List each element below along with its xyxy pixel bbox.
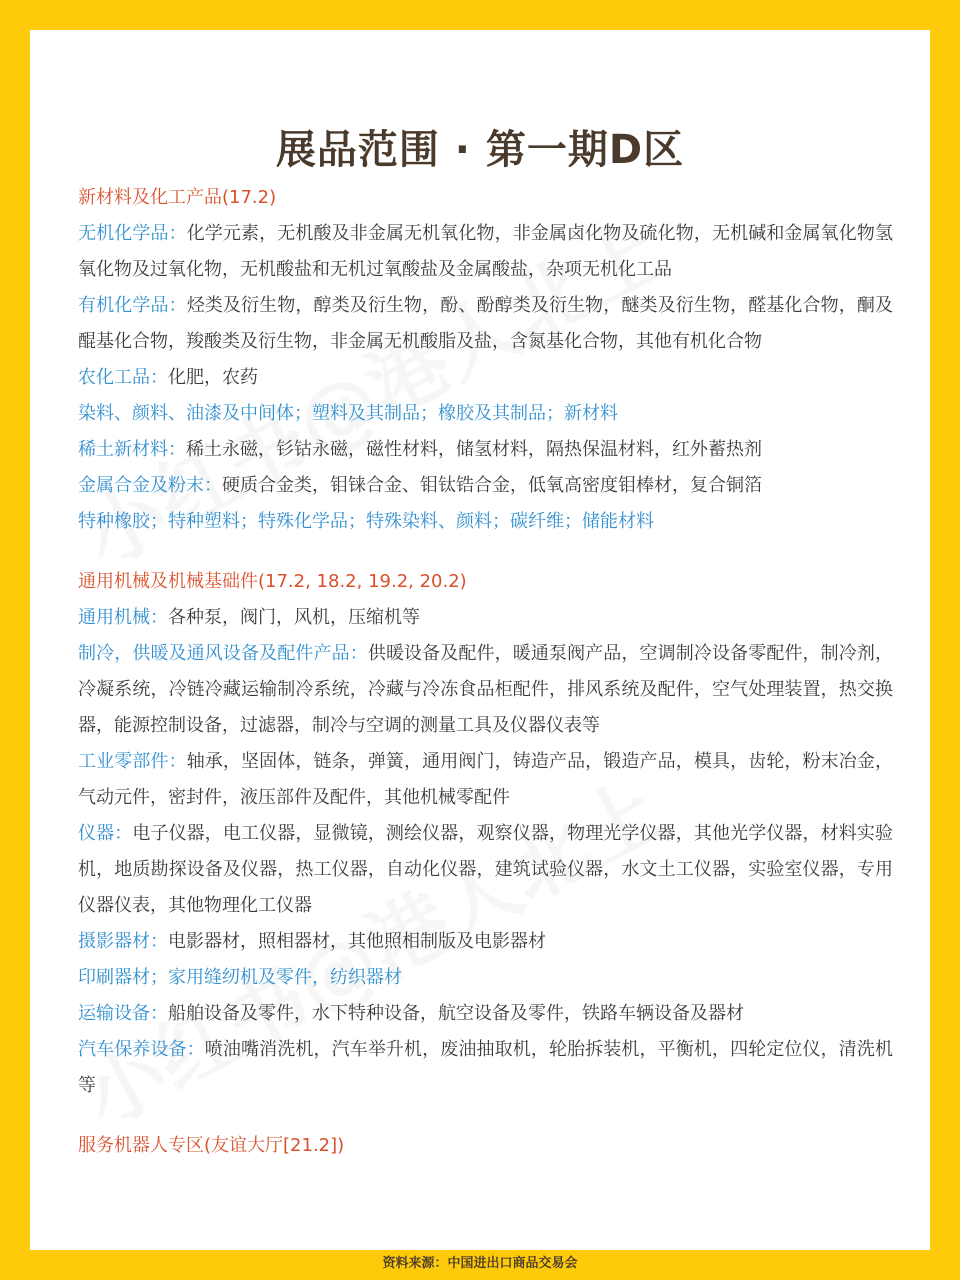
section-heading: 通用机械及机械基础件(17.2, 18.2, 19.2, 20.2) [78,571,467,592]
item-text: 电子仪器，电工仪器，显微镜，测绘仪器，观察仪器，物理光学仪器，其他光学仪器，材料实验机，地质勘探设备及仪器，热工仪器，自动化仪器，建筑试验仪器，水文土工仪器，实验室仪器，专用仪器仪表，其他物理化工仪器 [78,823,893,916]
item-label: 印刷器材；家用缝纫机及零件，纺织器材 [78,967,402,988]
section-service-robots [78,1128,893,1164]
item-label: 染料、颜料、油漆及中间体；塑料及其制品；橡胶及其制品；新材料 [78,403,618,424]
item-label: 特种橡胶；特种塑料；特殊化学品；特殊染料、颜料；碳纤维；储能材料 [78,511,654,532]
list-item [78,744,893,816]
page-title: 展品范围 · 第一期D区 [275,127,685,173]
item-text: 稀土永磁，钐钴永磁，磁性材料，储氢材料，隔热保温材料，红外蓄热剂 [186,439,762,460]
item-text: 各种泵，阀门，风机，压缩机等 [168,607,420,628]
content [78,180,893,1164]
item-label: 金属合金及粉末： [78,475,222,496]
item-label: 汽车保养设备： [78,1039,205,1060]
list-item [78,636,893,744]
item-label: 运输设备： [78,1003,168,1024]
list-item [78,960,893,996]
list-item [78,216,893,288]
item-label: 农化工品： [78,367,168,388]
item-text: 船舶设备及零件，水下特种设备，航空设备及零件，铁路车辆设备及器材 [168,1003,744,1024]
item-text: 轴承，坚固体，链条，弹簧，通用阀门，铸造产品，锻造产品，模具，齿轮，粉末冶金，气动元件，密封件，液压部件及配件，其他机械零配件 [78,751,894,808]
item-label: 无机化学品： [78,223,187,244]
list-item [78,504,893,540]
item-text: 烃类及衍生物，醇类及衍生物，酚、酚醇类及衍生物，醚类及衍生物，醛基化合物，酮及醌基化合物，羧酸类及衍生物，非金属无机酸脂及盐，含氮基化合物，其他有机化合物 [78,295,894,352]
content-card [30,30,930,1250]
item-label: 稀土新材料： [78,439,186,460]
item-label: 工业零部件： [78,751,187,772]
item-label: 制冷，供暖及通风设备及配件产品： [78,643,368,664]
list-item [78,600,893,636]
item-label: 有机化学品： [78,295,187,316]
item-label: 通用机械： [78,607,168,628]
list-item [78,468,893,504]
item-text: 供暖设备及配件，暖通泵阀产品，空调制冷设备零配件，制冷剂，冷凝系统，冷链冷藏运输制冷系统，冷藏与冷冻食品柜配件，排风系统及配件，空气处理装置，热交换器，能源控制设备，过滤器，制冷与空调的测量工具及仪器仪表等 [78,643,894,736]
section-general-machinery [78,564,893,1104]
section-heading: 服务机器人专区(友谊大厅[21.2]) [78,1135,345,1156]
item-text: 化肥，农药 [168,367,258,388]
item-label: 摄影器材： [78,931,168,952]
item-text: 硬质合金类，钼铼合金、钼钛锆合金，低氧高密度钼棒材，复合铜箔 [222,475,762,496]
list-item [78,360,893,396]
list-item [78,396,893,432]
list-item [78,816,893,924]
list-item [78,924,893,960]
section-new-materials [78,180,893,540]
item-text: 电影器材，照相器材，其他照相制版及电影器材 [168,931,546,952]
item-label: 仪器： [78,823,133,844]
item-text: 化学元素，无机酸及非金属无机氧化物，非金属卤化物及硫化物，无机碱和金属氧化物氢氧化物及过氧化物，无机酸盐和无机过氧酸盐及金属酸盐，杂项无机化工品 [78,223,894,280]
source-footer: 资料来源：中国进出口商品交易会 [382,1256,578,1271]
list-item [78,288,893,360]
list-item [78,1032,893,1104]
item-text: 喷油嘴消洗机，汽车举升机，废油抽取机，轮胎拆装机，平衡机，四轮定位仪，清洗机等 [78,1039,893,1096]
list-item [78,996,893,1032]
list-item [78,432,893,468]
section-heading: 新材料及化工产品(17.2) [78,187,277,208]
